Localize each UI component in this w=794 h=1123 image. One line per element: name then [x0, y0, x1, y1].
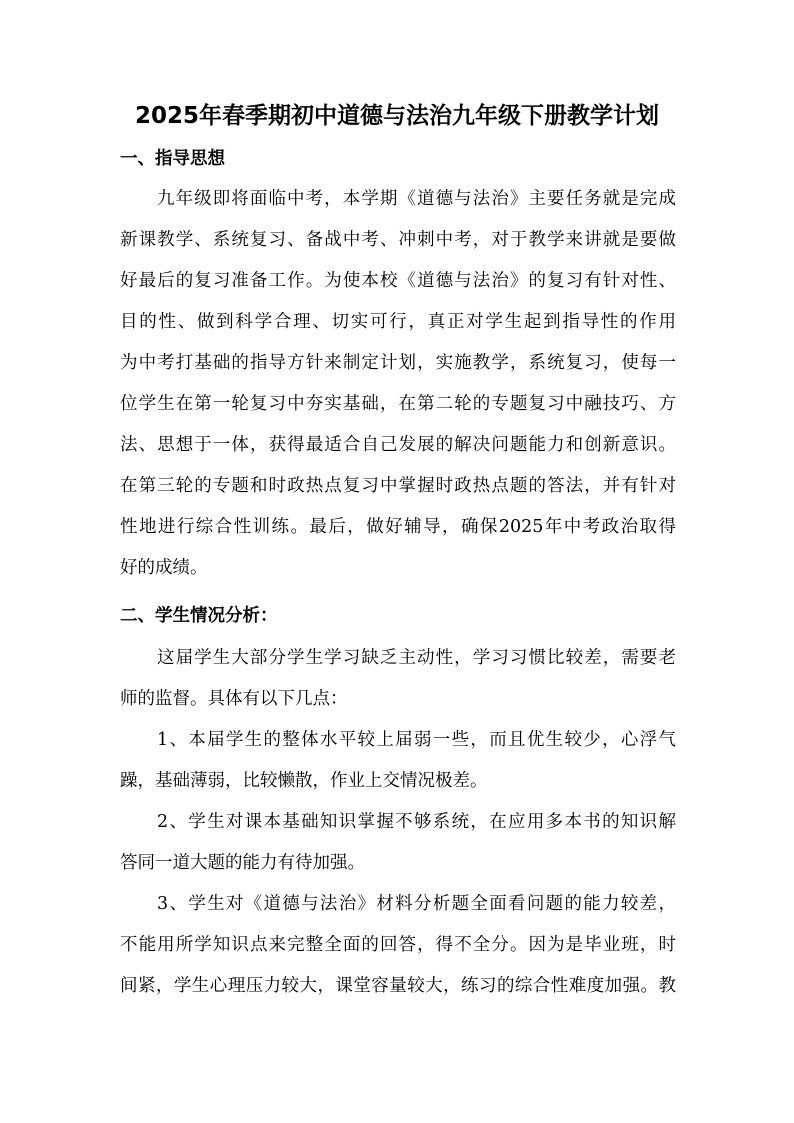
paragraph-line: 目的性、做到科学合理、切实可行，真正对学生起到指导性的作用: [120, 312, 676, 332]
paragraph-line: 法、思想于一体，获得最适合自己发展的解决问题能力和创新意识。: [120, 435, 676, 455]
document-title: 2025年春季期初中道德与法治九年级下册教学计划: [134, 103, 659, 129]
paragraph-line: 位学生在第一轮复习中夯实基础，在第二轮的专题复习中融技巧、方: [120, 394, 676, 414]
list-item-line: 躁，基础薄弱，比较懒散，作业上交情况极差。: [120, 771, 488, 791]
paragraph-line: 新课教学、系统复习、备战中考、冲刺中考，对于教学来讲就是要做: [120, 230, 676, 250]
paragraph-line: 好最后的复习准备工作。为使本校《道德与法治》的复习有针对性、: [120, 271, 676, 291]
section-heading-guiding-ideology: 一、指导思想: [120, 149, 225, 169]
list-item-line: 1、本届学生的整体水平较上届弱一些，而且优生较少，心浮气: [157, 730, 676, 750]
list-item-line: 不能用所学知识点来完整全面的回答，得不全分。因为是毕业班，时: [120, 935, 676, 955]
paragraph-line: 好的成绩。: [120, 558, 208, 578]
paragraph-line: 性地进行综合性训练。最后，做好辅导，确保2025年中考政治取得: [120, 517, 676, 537]
list-item-line: 答同一道大题的能力有待加强。: [120, 853, 365, 873]
list-item-line: 2、学生对课本基础知识掌握不够系统，在应用多本书的知识解: [157, 812, 676, 832]
paragraph-line: 为中考打基础的指导方针来制定计划，实施教学，系统复习，使每一: [120, 353, 676, 373]
paragraph-line: 在第三轮的专题和时政热点复习中掌握时政热点题的答法，并有针对: [120, 476, 676, 496]
paragraph-line: 这届学生大部分学生学习缺乏主动性，学习习惯比较差，需要老: [157, 648, 676, 668]
section-heading-student-analysis: 二、学生情况分析：: [120, 606, 278, 626]
paragraph-line: 师的监督。具体有以下几点：: [120, 689, 348, 709]
list-item-line: 间紧，学生心理压力较大，课堂容量较大，练习的综合性难度加强。教: [120, 976, 676, 996]
list-item-line: 3、学生对《道德与法治》材料分析题全面看问题的能力较差，: [157, 894, 676, 914]
paragraph-line: 九年级即将面临中考，本学期《道德与法治》主要任务就是完成: [157, 189, 676, 209]
